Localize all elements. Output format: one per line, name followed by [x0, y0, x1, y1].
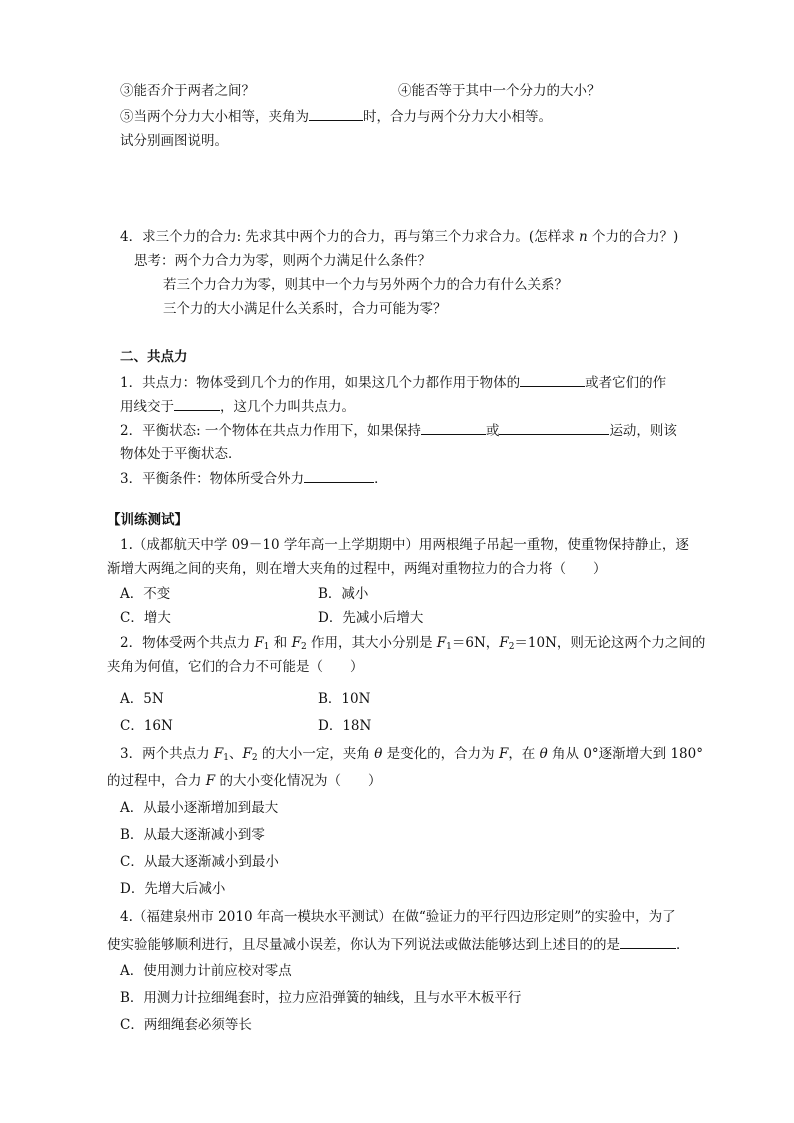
q2-option-c: C．16N	[120, 718, 173, 734]
q1-option-c: C．增大	[120, 610, 171, 626]
p3-text-b: ．	[374, 471, 388, 487]
answer-blank	[499, 421, 609, 435]
q4-text-a: 使实验能够顺利进行，且尽量减小误差，你认为下列说法或做法能够达到上述目的的是	[107, 937, 620, 953]
q2-option-b: B．10N	[318, 691, 371, 707]
section2-p1-line1	[120, 373, 666, 392]
q3-text-c: 的大小一定，夹角	[257, 746, 375, 762]
q2-value-2: ＝10N，则无论这两个力之间的	[514, 635, 706, 651]
q1-line1: 1.（成都航天中学 09－10 学年高一上学期期中）用两根绳子吊起一重物，使重物保持静止，逐	[120, 537, 689, 553]
p1-text-b: 或者它们的作	[585, 375, 667, 391]
p1-text-d: ，这几个力叫共点力。	[220, 399, 355, 415]
p1-text-a: 1．共点力：物体受到几个力的作用，如果这几个力都作用于物体的	[120, 375, 521, 391]
item4-text-a: 4．求三个力的合力: 先求其中两个力的合力，再与第三个力求合力。(怎样求	[120, 229, 579, 245]
q2-text-b: 和	[269, 635, 292, 651]
q2-line2: 夹角为何值，它们的合力不可能是（ ）	[107, 659, 364, 675]
q3-text-h: 的大小变化情况为（ ）	[215, 773, 382, 789]
q4-option-b: B．用测力计拉细绳套时，拉力应沿弹簧的轴线，且与水平木板平行	[120, 990, 522, 1006]
q3-option-d: D．先增大后减小	[120, 881, 226, 897]
q3-text-b: 、	[229, 746, 243, 762]
section2-heading: 二、共点力	[120, 349, 188, 365]
q4-line1: 4.（福建泉州市 2010 年高一模块水平测试）在做“验证力的平行四边形定则”的实验中，为了	[120, 909, 676, 925]
var-f: F	[291, 635, 301, 651]
var-theta: θ	[374, 746, 383, 762]
var-f: F	[242, 746, 252, 762]
q3-text-d: 是变化的，合力为	[382, 746, 499, 762]
q1-option-a: A．不变	[120, 586, 171, 602]
section2-p2-line1	[120, 421, 677, 440]
var-theta: θ	[539, 746, 548, 762]
var-f: F	[499, 635, 509, 651]
var-f: F	[498, 746, 509, 762]
p1-text-c: 用线交于	[120, 399, 174, 415]
var-f: F	[436, 635, 447, 651]
think-question-3: 三个力的大小满足什么关系时，合力可能为零？	[163, 301, 447, 317]
p2-text-b: 或	[485, 423, 500, 439]
answer-blank	[620, 935, 676, 949]
q3-text-e: ，在	[508, 746, 540, 762]
q3-line2	[107, 772, 381, 790]
draw-instruction: 试分别画图说明。	[120, 133, 228, 149]
var-f: F	[213, 746, 224, 762]
q4-option-c: C．两细绳套必须等长	[120, 1017, 252, 1033]
q3-text-a: 3．两个共点力	[120, 746, 214, 762]
q1-option-d: D．先减小后增大	[318, 610, 424, 626]
var-f: F	[205, 773, 216, 789]
item4-text-b: 个力的合力？)	[587, 229, 679, 245]
q1-option-b: B．减小	[318, 586, 369, 602]
q2-line1	[120, 634, 705, 652]
question-5-line	[120, 107, 552, 126]
q1-line2: 渐增大两绳之间的夹角，则在增大夹角的过程中，两绳对重物拉力的合力将（ ）	[107, 561, 607, 577]
answer-blank	[304, 469, 374, 483]
q2-value-1: ＝6N，	[451, 635, 500, 651]
sub-2: 2	[251, 753, 258, 763]
q3-option-c: C．从最大逐渐减小到最小	[120, 854, 279, 870]
q3-line1	[120, 745, 703, 763]
question-3-text: ③能否介于两者之间？	[120, 83, 255, 99]
q4-text-b: ．	[676, 937, 690, 953]
training-heading: 【训练测试】	[107, 512, 188, 528]
q3-text-g: 的过程中，合力	[107, 773, 206, 789]
question-5-text-b: 时，合力与两个分力大小相等。	[363, 109, 552, 125]
q3-option-b: B．从最大逐渐减小到零	[120, 827, 265, 843]
section2-p1-line2	[120, 397, 355, 416]
q2-text-c: 作用，其大小分别是	[306, 635, 437, 651]
sub-1: 1	[263, 642, 270, 652]
answer-blank	[309, 107, 363, 121]
item4-line1	[120, 228, 678, 246]
q3-text-f: 角从 0°逐渐增大到 180°	[547, 746, 703, 762]
p3-text-a: 3．平衡条件：物体所受合外力	[120, 471, 305, 487]
p2-text-c: 运动，则该	[609, 423, 677, 439]
q3-option-a: A．从最小逐渐增加到最大	[120, 800, 279, 816]
section2-p2-line2: 物体处于平衡状态．	[120, 446, 242, 462]
variable-n: n	[579, 229, 588, 245]
q4-line2	[107, 935, 690, 954]
q2-text-a: 2．物体受两个共点力	[120, 635, 255, 651]
think-question-1: 思考：两个力合力为零，则两个力满足什么条件？	[134, 253, 431, 269]
sub-1: 1	[446, 642, 452, 652]
question-5-text-a: ⑤当两个分力大小相等，夹角为	[120, 109, 309, 125]
answer-blank	[421, 421, 486, 435]
var-f: F	[254, 635, 264, 651]
section2-p3	[120, 469, 388, 488]
q2-option-d: D．18N	[318, 718, 372, 734]
answer-blank	[174, 397, 220, 411]
p2-text-a: 2．平衡状态: 一个物体在共点力作用下，如果保持	[120, 423, 421, 439]
answer-blank	[520, 373, 585, 387]
q2-option-a: A．5N	[120, 691, 164, 707]
sub-2: 2	[300, 642, 307, 652]
sub-2: 2	[508, 642, 515, 652]
q4-option-a: A．使用测力计前应校对零点	[120, 963, 292, 979]
think-question-2: 若三个力合力为零，则其中一个力与另外两个力的合力有什么关系？	[163, 277, 568, 293]
sub-1: 1	[223, 753, 229, 763]
question-4-text: ④能否等于其中一个分力的大小？	[398, 83, 601, 99]
